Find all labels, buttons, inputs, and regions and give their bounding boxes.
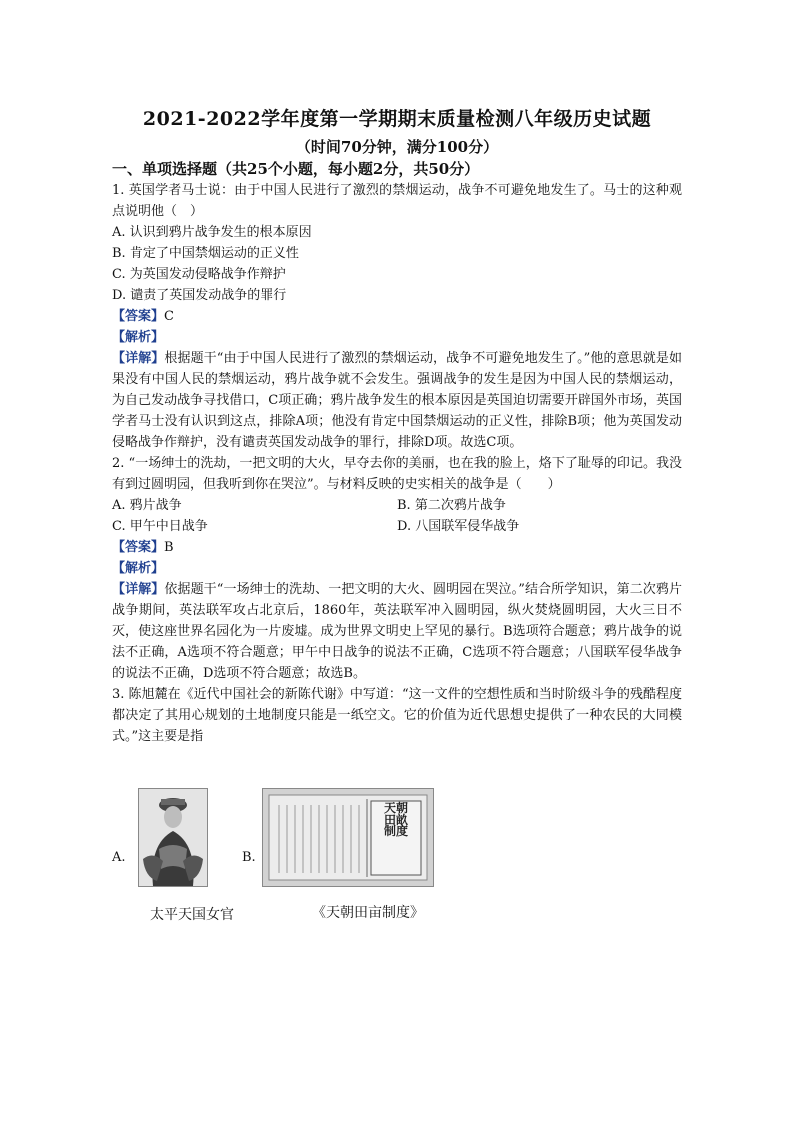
q1-answer-line: [112, 306, 682, 327]
analysis-tag: 【解析】: [112, 561, 165, 576]
exam-title: 2021-2022学年度第一学期期末质量检测八年级历史试题: [142, 108, 652, 130]
document-cover-title: 天朝田畝制度: [383, 801, 408, 838]
q2-options-row-2: [112, 516, 682, 537]
q1-option-b: B. 肯定了中国禁烟运动的正义性: [112, 246, 299, 261]
q2-answer: B: [164, 540, 174, 555]
q2-stem: 2. “一场绅士的洗劫，一把文明的大火，早夺去你的美丽，也在我的脸上，烙下了耻辱的印记。我没有到过圆明园，但我听到你在哭泣”。与材料反映的史实相关的战争是（ ）: [112, 456, 682, 492]
q3-caption-a: 太平天国女官: [150, 907, 234, 923]
q3-option-a-label: A.: [112, 850, 126, 865]
question-content: [112, 180, 682, 747]
section-heading: 一、单项选择题（共25个小题，每小题2分，共50分）: [112, 160, 480, 178]
q1-option-a: A. 认识到鸦片战争发生的根本原因: [112, 225, 312, 240]
answer-tag: 【答案】: [112, 540, 165, 555]
q2-detail-text: 依据题干“一场绅士的洗劫、一把文明的大火、圆明园在哭泣。”结合所学知识，第二次鸦片战争期间，英法联军攻占北京后，1860年，英法联军冲入圆明园，纵火焚烧圆明园，大火三日不灭，使这座世界名园化为一片废墟。成为世界文明史上罕见的暴行。B选项符合题意；鸦片战争的说法不正确，A选项不符合题意；甲午中日战争的说法不正确，C选项不符合题意；八国联军侵华战争的说法不正确，D选项不符合题意；故选B。: [112, 582, 682, 681]
detail-tag: 【详解】: [112, 351, 165, 366]
q2-options-row-1: [112, 495, 682, 516]
q2-option-c: C. 甲午中日战争: [112, 519, 208, 534]
q1-analysis-tag: [112, 327, 682, 348]
q3-caption-b: 《天朝田亩制度》: [312, 905, 424, 921]
q3-figures: [112, 788, 682, 928]
tianchao-document-image: [262, 788, 434, 887]
q2-option-a: A. 鸦片战争: [112, 498, 182, 513]
q1-detail: [112, 348, 682, 453]
q1-detail-text: 根据题干“由于中国人民进行了激烈的禁烟运动，战争不可避免地发生了。”他的意思就是如果没有中国人民的禁烟运动，鸦片战争就不会发生。强调战争的发生是因为中国人民的禁烟运动，为自己发动战争寻找借口，C项正确；鸦片战争发生的根本原因是英国迫切需要开辟国外市场，英国学者马士没有认识到这点，排除A项；他没有肯定中国禁烟运动的正义性，排除B项；他为英国发动侵略战争作辩护，没有谴责英国发动战争的罪行，排除D项。故选C项。: [112, 351, 682, 450]
q2-option-d: D. 八国联军侵华战争: [397, 519, 520, 534]
q1-answer: C: [164, 309, 174, 324]
analysis-tag: 【解析】: [112, 330, 165, 345]
q1-option-d: D. 谴责了英国发动战争的罪行: [112, 288, 287, 303]
q3-option-b-label: B.: [242, 850, 256, 865]
q2-analysis-tag: [112, 558, 682, 579]
q2-detail: [112, 579, 682, 684]
exam-subtitle: （时间70分钟，满分100分）: [295, 138, 499, 156]
q3-stem: 3. 陈旭麓在《近代中国社会的新陈代谢》中写道：“这一文件的空想性质和当时阶级斗争的残酷程度都决定了其用心规划的土地制度只能是一纸空文。它的价值为近代思想史提供了一种农民的大同模式。”这主要是指: [112, 687, 682, 744]
q2-answer-line: [112, 537, 682, 558]
answer-tag: 【答案】: [112, 309, 165, 324]
q1-stem: 1. 英国学者马士说：由于中国人民进行了激烈的禁烟运动，战争不可避免地发生了。马士的这种观点说明他（ ）: [112, 183, 682, 219]
detail-tag: 【详解】: [112, 582, 165, 597]
q1-option-c: C. 为英国发动侵略战争作辩护: [112, 267, 286, 282]
q2-option-b: B. 第二次鸦片战争: [397, 498, 506, 513]
female-official-illustration: [139, 789, 207, 886]
taiping-female-official-image: [138, 788, 208, 887]
